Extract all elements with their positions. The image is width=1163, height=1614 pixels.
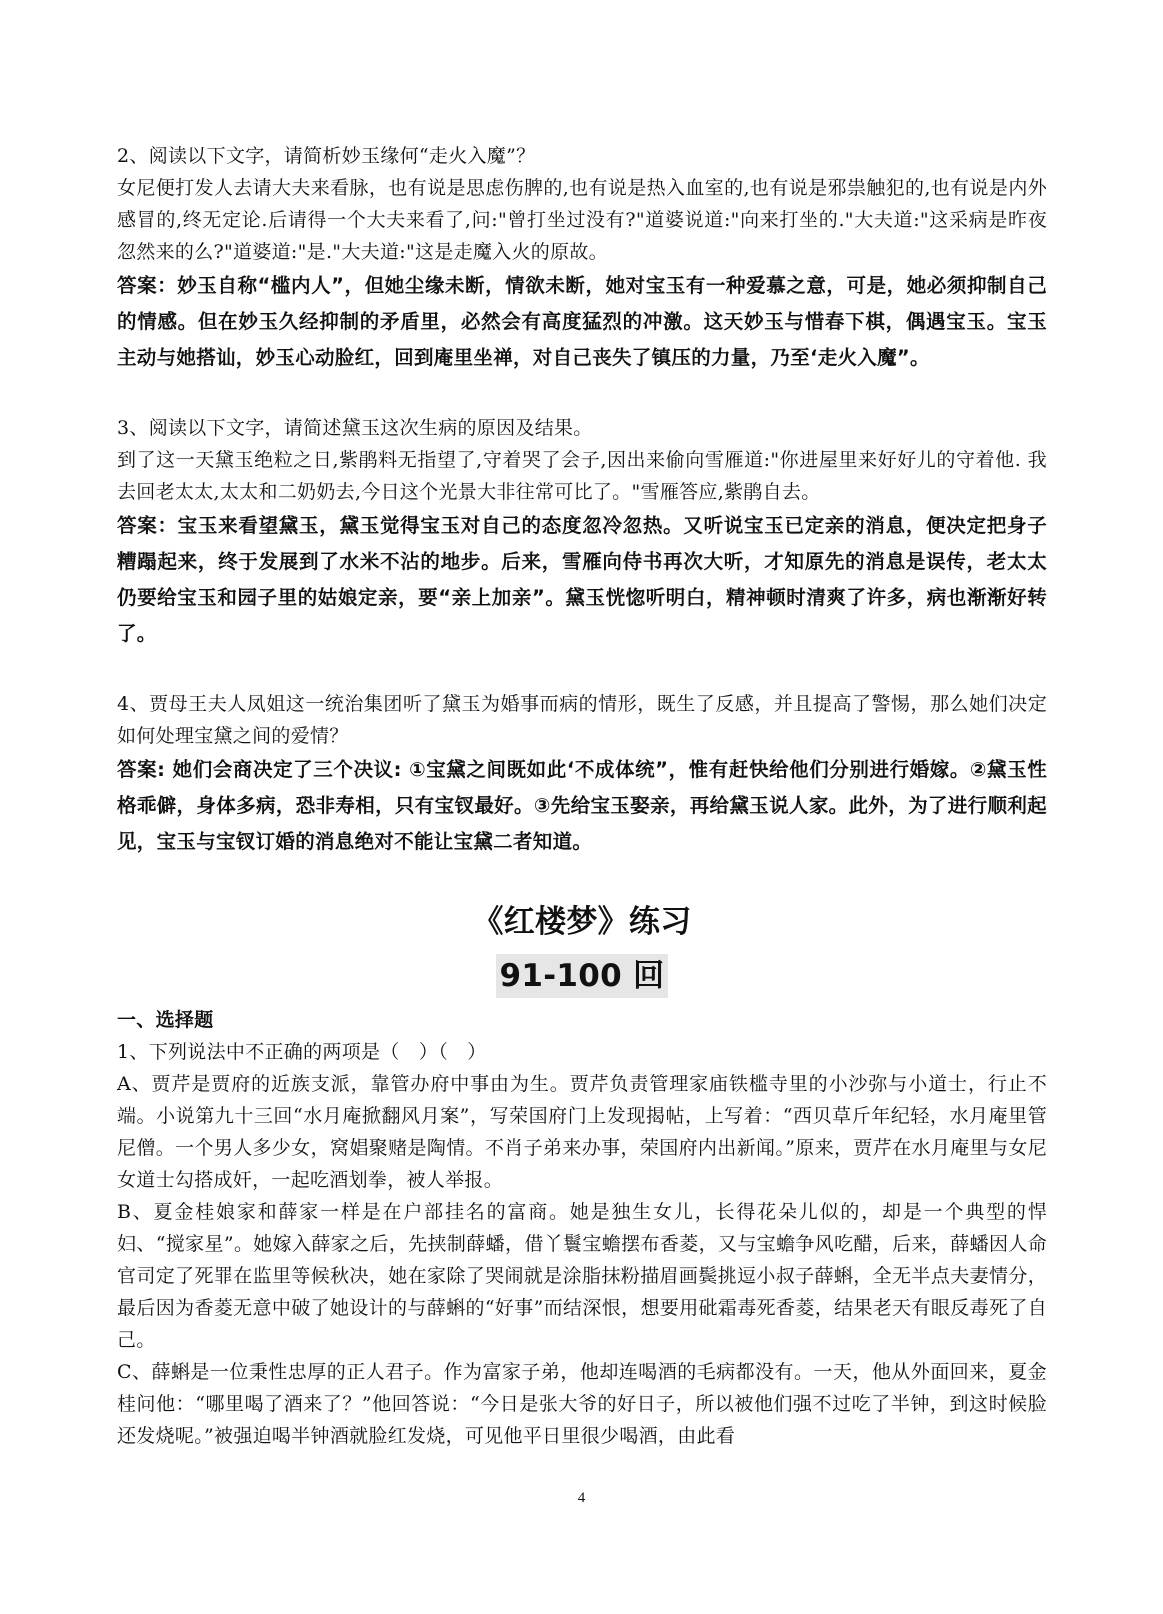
question-3-answer: 答案：宝玉来看望黛玉，黛玉觉得宝玉对自己的态度忽冷忽热。又听说宝玉已定亲的消息，便决定把身子糟蹋起来，终于发展到了水米不沾的地步。后来，雪雁向侍书再次大听，才知原先的消息是误传，老太太仍要给宝玉和园子里的姑娘定亲，要“亲上加亲”。黛玉恍惚听明白，精神顿时清爽了许多，病也渐渐好转了。 <box>117 514 1047 645</box>
chapter-range: 91-100 回 <box>496 954 669 998</box>
question-2: 2、阅读以下文字，请简析妙玉缘何“走火入魔”？ <box>117 145 536 167</box>
exercise-title: 《红楼梦》练习 <box>472 904 692 940</box>
question-4-answer: 答案: 她们会商决定了三个决议: ①宝黛之间既如此‘不成体统”，惟有赶快给他们分别进行婚嫁。②黛玉性格乖僻，身体多病，恐非寿相，只有宝钗最好。③先给宝玉娶亲，再给黛玉说人家。此外，为了进行顺利起见，宝玉与宝钗订婚的消息绝对不能让宝黛二者知道。 <box>117 758 1047 853</box>
option-b: B、夏金桂娘家和薛家一样是在户部挂名的富商。她是独生女儿，长得花朵儿似的，却是一个典型的悍妇、“搅家星”。她嫁入薛家之后，先挟制薛蟠，借丫鬟宝蟾摆布香菱，又与宝蟾争风吃醋，后来，薛蟠因人命官司定了死罪在监里等候秋决，她在家除了哭闹就是涂脂抹粉描眉画鬓挑逗小叔子薛蝌，全无半点夫妻情分，最后因为香菱无意中破了她设计的与薛蝌的“好事”而结深恨，想要用砒霜毒死香菱，结果老天有眼反毒死了自己。 <box>117 1201 1047 1351</box>
question-2-passage: 女尼便打发人去请大夫来看脉，也有说是思虑伤脾的,也有说是热入血室的,也有说是邪祟触犯的,也有说是内外感冒的,终无定论.后请得一个大夫来看了,问:"曾打坐过没有?"道婆说道:"向来打坐的."大夫道:"这采病是昨夜忽然来的么?"道婆道:"是."大夫道:"这是走魔入火的原故。 <box>117 177 1047 263</box>
option-a: A、贾芹是贾府的近族支派，靠管办府中事由为生。贾芹负责管理家庙铁槛寺里的小沙弥与小道士，行止不端。小说第九十三回“水月庵掀翻风月案”，写荣国府门上发现揭帖，上写着：“西贝草斤年纪轻，水月庵里管尼僧。一个男人多少女，窝娼聚赌是陶情。不肖子弟来办事，荣国府内出新闻。”原来，贾芹在水月庵里与女尼女道士勾搭成奸，一起吃酒划拳，被人举报。 <box>117 1073 1047 1191</box>
mc-question-1: 1、下列说法中不正确的两项是（ ）（ ） <box>117 1041 487 1063</box>
question-4: 4、贾母王夫人凤姐这一统治集团听了黛玉为婚事而病的情形，既生了反感，并且提高了警惕，那么她们决定如何处理宝黛之间的爱情？ <box>117 693 1047 747</box>
option-c: C、薛蝌是一位秉性忠厚的正人君子。作为富家子弟，他却连喝酒的毛病都没有。一天，他从外面回来，夏金桂问他：“哪里喝了酒来了？”他回答说：“今日是张大爷的好日子，所以被他们强不过吃了半钟，到这时候脸还发烧呢。”被强迫喝半钟酒就脸红发烧，可见他平日里很少喝酒，由此看 <box>117 1361 1047 1447</box>
question-3: 3、阅读以下文字，请简述黛玉这次生病的原因及结果。 <box>117 417 593 439</box>
question-3-passage: 到了这一天黛玉绝粒之日,紫鹃料无指望了,守着哭了会子,因出来偷向雪雁道:"你进屋里来好好儿的守着他. 我去回老太太,太太和二奶奶去,今日这个光景大非往常可比了。"雪雁答应,紫鹃自去。 <box>117 449 1047 503</box>
document-page <box>117 140 1047 1452</box>
section-heading: 一、选择题 <box>117 1009 214 1031</box>
subtitle-wrap <box>117 954 1047 998</box>
page-number: 4 <box>577 1490 586 1506</box>
question-2-answer: 答案：妙玉自称“槛内人”，但她尘缘未断，情欲未断，她对宝玉有一种爱慕之意，可是，她必须抑制自己的情感。但在妙玉久经抑制的矛盾里，必然会有高度猛烈的冲激。这天妙玉与惜春下棋，偶遇宝玉。宝玉主动与她搭讪，妙玉心动脸红，回到庵里坐禅，对自己丧失了镇压的力量，乃至‘走火入魔”。 <box>117 274 1047 369</box>
